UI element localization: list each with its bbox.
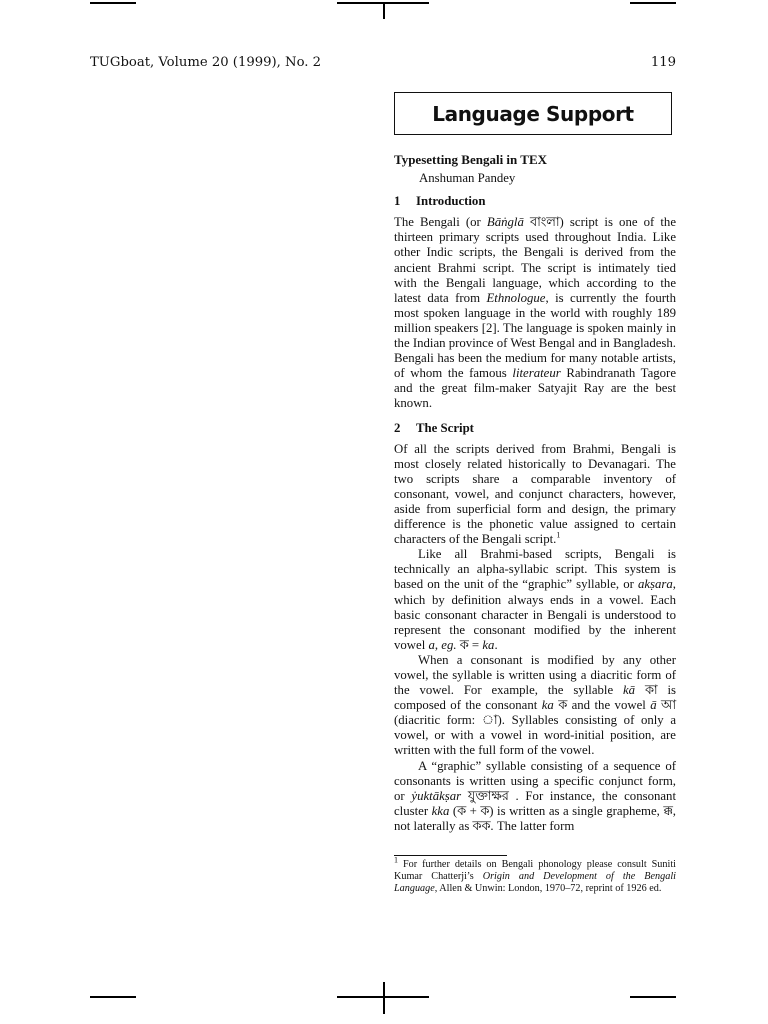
text-run: (ক + ক) is written as a single grapheme, ক্ক, not laterally as কক. The latter form (394, 803, 676, 833)
paragraph-introduction (394, 215, 676, 411)
article-column (394, 150, 676, 834)
italic-run: akṣara (637, 577, 673, 592)
section-number: 2 (394, 420, 401, 435)
section-heading-script (394, 421, 676, 436)
text-run: আ (diacritic form: া). Syllables consisting of only a vowel, or with a vowel in word-initial position, are written with the full form of the vowel. (394, 698, 676, 758)
text-run: Of all the scripts derived from Brahmi, Bengali is most closely related historically to Devanagari. The two scripts share a comparable inventory of consonant, vowel, and conjunct characters, however, aside from superficial form and design, the primary difference is the phonetic value assigned to certain characters of the Bengali script. (394, 441, 676, 547)
text-run: , (434, 637, 442, 652)
article-title: Typesetting Bengali in TEX (394, 152, 548, 167)
text-run: Like all Brahmi-based scripts, Bengali is technically an alpha-syllabic script. This system is based on the unit of the “graphic” syllable, or (394, 547, 676, 592)
footnote-marker: 1 (556, 530, 561, 540)
text-run: For further details on Bengali phonology please consult Suniti Kumar Chatterji’s (394, 859, 676, 882)
italic-run: ka (541, 698, 554, 713)
italic-run: a (428, 637, 435, 652)
text-run: . (494, 637, 498, 652)
text-run: , which by definition always ends in a vowel. Each basic consonant character in Bengali is understood to represent the consonant modified by the inherent vowel (394, 577, 676, 652)
text-run: ক = (456, 637, 483, 652)
italic-run: Origin and Development of the Bengali Language (394, 871, 676, 894)
text-run: Rabindranath Tagore and the great film-maker Satyajit Ray are the best known. (394, 366, 676, 411)
crop-mark-bottom-right (630, 996, 676, 998)
article-author: Anshuman Pandey (419, 171, 516, 186)
text-run: কা is composed of the consonant (394, 683, 676, 713)
italic-run: ẏuktākṣar (411, 788, 462, 803)
paragraph-script-3 (394, 653, 676, 759)
footnote-number: 1 (394, 855, 398, 865)
text-run: The Bengali (or (394, 215, 487, 230)
crop-mark-top-right (630, 2, 676, 4)
running-header: TUGboat, Volume 20 (1999), No. 2 (90, 55, 322, 70)
italic-run: kā (623, 683, 636, 698)
italic-run: literateur (512, 366, 561, 381)
footnote-rule (394, 855, 507, 856)
crop-mark-top-center-v (383, 2, 385, 19)
paragraph-script-1 (394, 442, 676, 548)
italic-run: Bāṅglā (486, 215, 524, 230)
section-heading-introduction (394, 194, 676, 209)
text-run: , is currently the fourth most spoken language in the world with roughly 189 million speakers [2]. The language is spoken mainly in the Indian province of West Bengal and in Bangladesh. Bengali has been the medium for many notable artists, of whom the famous (394, 290, 676, 381)
paragraph-script-4 (394, 759, 676, 834)
text-run: ক and the vowel (553, 698, 651, 713)
page-number: 119 (650, 55, 676, 70)
section-title: Introduction (416, 194, 486, 209)
crop-mark-top-left (90, 2, 136, 4)
text-run: , Allen & Unwin: London, 1970–72, reprint of 1926 ed. (434, 883, 662, 894)
italic-run: ā (650, 698, 657, 713)
section-title-box: Language Support (394, 92, 672, 135)
italic-run: Ethnologue (486, 290, 546, 305)
footnote (394, 855, 676, 895)
text-run: When a consonant is modified by any other vowel, the syllable is written using a diacritic form of the vowel. For example, the syllable (394, 652, 676, 698)
italic-run: ka (482, 637, 495, 652)
section-title: The Script (416, 420, 474, 435)
paragraph-script-2 (394, 547, 676, 653)
text-run: বাংলা) script is one of the thirteen primary scripts used throughout India. Like other Indic scripts, the Bengali is derived from the ancient Brahmi script. The script is intimately tied with the Bengali language, which according to the latest data from (394, 215, 677, 305)
text-run: যুক্তাক্ষর . For instance, the consonant cluster (394, 788, 677, 818)
italic-run: eg. (441, 637, 457, 652)
italic-run: kka (431, 803, 450, 818)
section-number: 1 (394, 194, 401, 209)
text-run: A “graphic” syllable consisting of a sequence of consonants is written using a specific conjunct form, or (394, 758, 676, 803)
crop-mark-bottom-left (90, 996, 136, 998)
crop-mark-bottom-center-v (383, 982, 385, 1014)
